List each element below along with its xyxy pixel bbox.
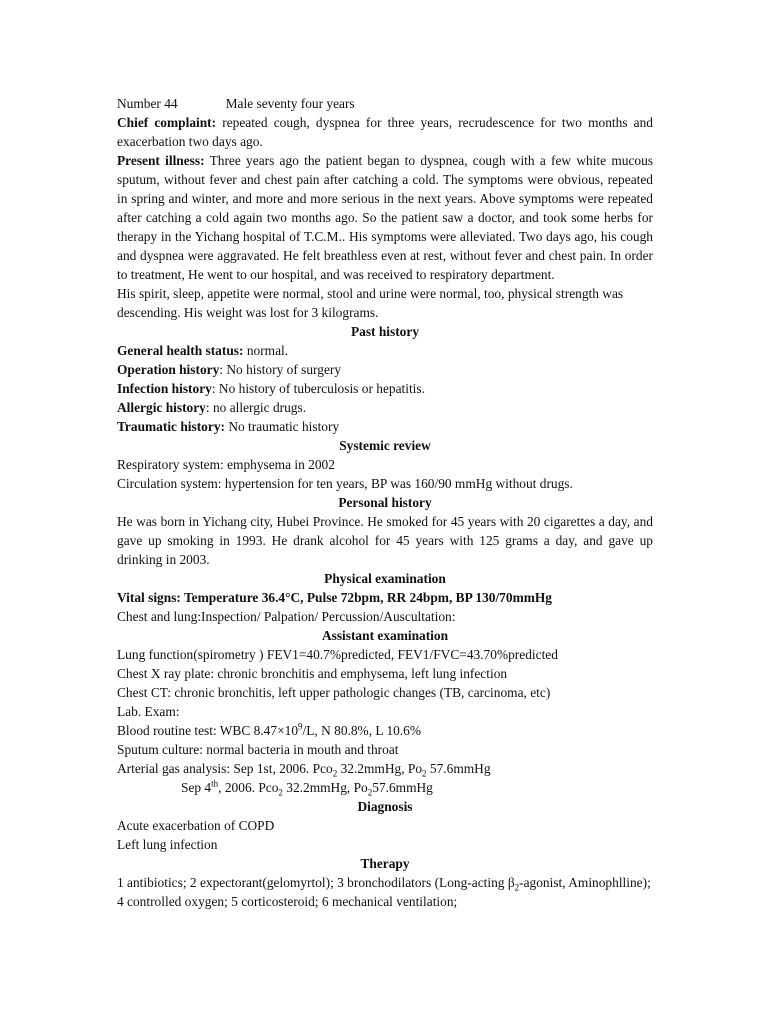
arterial-gas-2-text-4: 57.6mmHg bbox=[372, 780, 433, 795]
allergic-history bbox=[117, 398, 653, 417]
arterial-gas-2-text: Sep 4 bbox=[181, 780, 212, 795]
operation-history-text: : No history of surgery bbox=[219, 362, 342, 377]
assistant-exam-heading: Assistant examination bbox=[321, 628, 449, 643]
general-health bbox=[117, 341, 653, 360]
blood-routine-text: Blood routine test: WBC 8.47×10 bbox=[117, 723, 299, 738]
past-history-heading: Past history bbox=[350, 324, 420, 339]
arterial-gas-1-text-2: 32.2mmHg, Po bbox=[337, 761, 423, 776]
chief-complaint bbox=[117, 113, 653, 151]
operation-history-label: Operation history bbox=[117, 362, 220, 377]
personal-history-text: He was born in Yichang city, Hubei Province. He smoked for 45 years with 20 cigarettes a day, and gave up smoking in 1993. He drank alcohol for 45 years with 125 grams a day, and gave up drinking in 2003. bbox=[117, 514, 653, 567]
operation-history bbox=[117, 360, 653, 379]
lung-function: Lung function(spirometry ) FEV1=40.7%predicted, FEV1/FVC=43.70%predicted bbox=[117, 647, 558, 662]
therapy-sub: 2 bbox=[514, 882, 520, 893]
arterial-gas-1-text-3: 57.6mmHg bbox=[426, 761, 491, 776]
present-illness-label: Present illness: bbox=[117, 153, 205, 168]
diagnosis-heading: Diagnosis bbox=[357, 799, 413, 814]
vital-signs: Vital signs: Temperature 36.4°C, Pulse 72bpm, RR 24bpm, BP 130/70mmHg bbox=[117, 590, 552, 605]
chief-complaint-text: repeated cough, dyspnea for three years, recrudescence for two months and exacerbation two days ago. bbox=[117, 115, 653, 149]
respiratory-system: Respiratory system: emphysema in 2002 bbox=[117, 457, 335, 472]
sputum-culture: Sputum culture: normal bacteria in mouth and throat bbox=[117, 742, 399, 757]
personal-history-heading: Personal history bbox=[338, 495, 432, 510]
therapy-text bbox=[117, 873, 653, 911]
arterial-gas-2-text-3: 32.2mmHg, Po bbox=[282, 780, 368, 795]
arterial-gas-2-sup: th bbox=[211, 778, 219, 789]
present-illness bbox=[117, 151, 653, 284]
chest-and-lung: Chest and lung:Inspection/ Palpation/ Percussion/Auscultation: bbox=[117, 609, 456, 624]
patient-info: Male seventy four years bbox=[225, 96, 355, 111]
lab-exam: Lab. Exam: bbox=[117, 704, 180, 719]
therapy-heading: Therapy bbox=[360, 856, 410, 871]
chief-complaint-label: Chief complaint: bbox=[117, 115, 217, 130]
arterial-gas-2-sub-2: 2 bbox=[367, 787, 373, 798]
arterial-gas-1-sub-2: 2 bbox=[422, 768, 427, 779]
infection-history bbox=[117, 379, 653, 398]
infection-history-text: : No history of tuberculosis or hepatitis. bbox=[211, 381, 425, 396]
blood-routine bbox=[117, 721, 653, 740]
general-health-text: normal. bbox=[243, 343, 289, 358]
blood-routine-exponent: 9 bbox=[298, 721, 303, 732]
arterial-gas-1 bbox=[117, 759, 653, 778]
circulation-system: Circulation system: hypertension for ten years, BP was 160/90 mmHg without drugs. bbox=[117, 476, 573, 491]
diagnosis-item: Acute exacerbation of COPD bbox=[117, 818, 275, 833]
chest-ct: Chest CT: chronic bronchitis, left upper pathologic changes (TB, carcinoma, etc) bbox=[117, 685, 551, 700]
arterial-gas-2-text-2: , 2006. Pco bbox=[218, 780, 279, 795]
arterial-gas-1-text: Arterial gas analysis: Sep 1st, 2006. Pco bbox=[117, 761, 333, 776]
general-health-label: General health status: bbox=[117, 343, 244, 358]
traumatic-history-label: Traumatic history: bbox=[117, 419, 225, 434]
physical-exam-heading: Physical examination bbox=[324, 571, 446, 586]
therapy-text-1: 1 antibiotics; 2 expectorant(gelomyrtol); 3 bronchodilators (Long-acting β bbox=[117, 875, 515, 890]
chest-xray: Chest X ray plate: chronic bronchitis and emphysema, left lung infection bbox=[117, 666, 508, 681]
traumatic-history-text: No traumatic history bbox=[224, 419, 340, 434]
present-illness-text: Three years ago the patient began to dyspnea, cough with a few white mucous sputum, without fever and chest pain after catching a cold. The symptoms were obvious, repeated in spring and winter, and more and more serious in the next years. Above symptoms were repeated after catching a cold again two months ago. So the patient saw a doctor, and took some herbs for therapy in the Yichang hospital of T.C.M.. His symptoms were alleviated. Two days ago, his cough and dyspnea were aggravated. He felt breathless even at rest, without fever and chest pain. In order to treatment, He went to our hospital, and was received to respiratory department. bbox=[117, 153, 653, 282]
arterial-gas-2 bbox=[117, 778, 653, 797]
case-number: Number 44 bbox=[117, 96, 178, 111]
allergic-history-text: : no allergic drugs. bbox=[205, 400, 307, 415]
allergic-history-label: Allergic history bbox=[117, 400, 206, 415]
case-header bbox=[117, 94, 653, 113]
diagnosis-item-2: Left lung infection bbox=[117, 837, 218, 852]
traumatic-history bbox=[117, 417, 653, 436]
arterial-gas-1-sub: 2 bbox=[332, 768, 338, 779]
infection-history-label: Infection history bbox=[117, 381, 212, 396]
case-record bbox=[117, 94, 653, 911]
blood-routine-text-2: /L, N 80.8%, L 10.6% bbox=[302, 723, 422, 738]
systemic-review-heading: Systemic review bbox=[339, 438, 431, 453]
therapy-text-2: -agonist, Aminophlline); 4 controlled oxygen; 5 corticosteroid; 6 mechanical ventilation; bbox=[117, 875, 651, 909]
arterial-gas-2-sub: 2 bbox=[278, 787, 283, 798]
present-illness-text-2: His spirit, sleep, appetite were normal, stool and urine were normal, too, physical strength was descending. His weight was lost for 3 kilograms. bbox=[117, 286, 624, 320]
